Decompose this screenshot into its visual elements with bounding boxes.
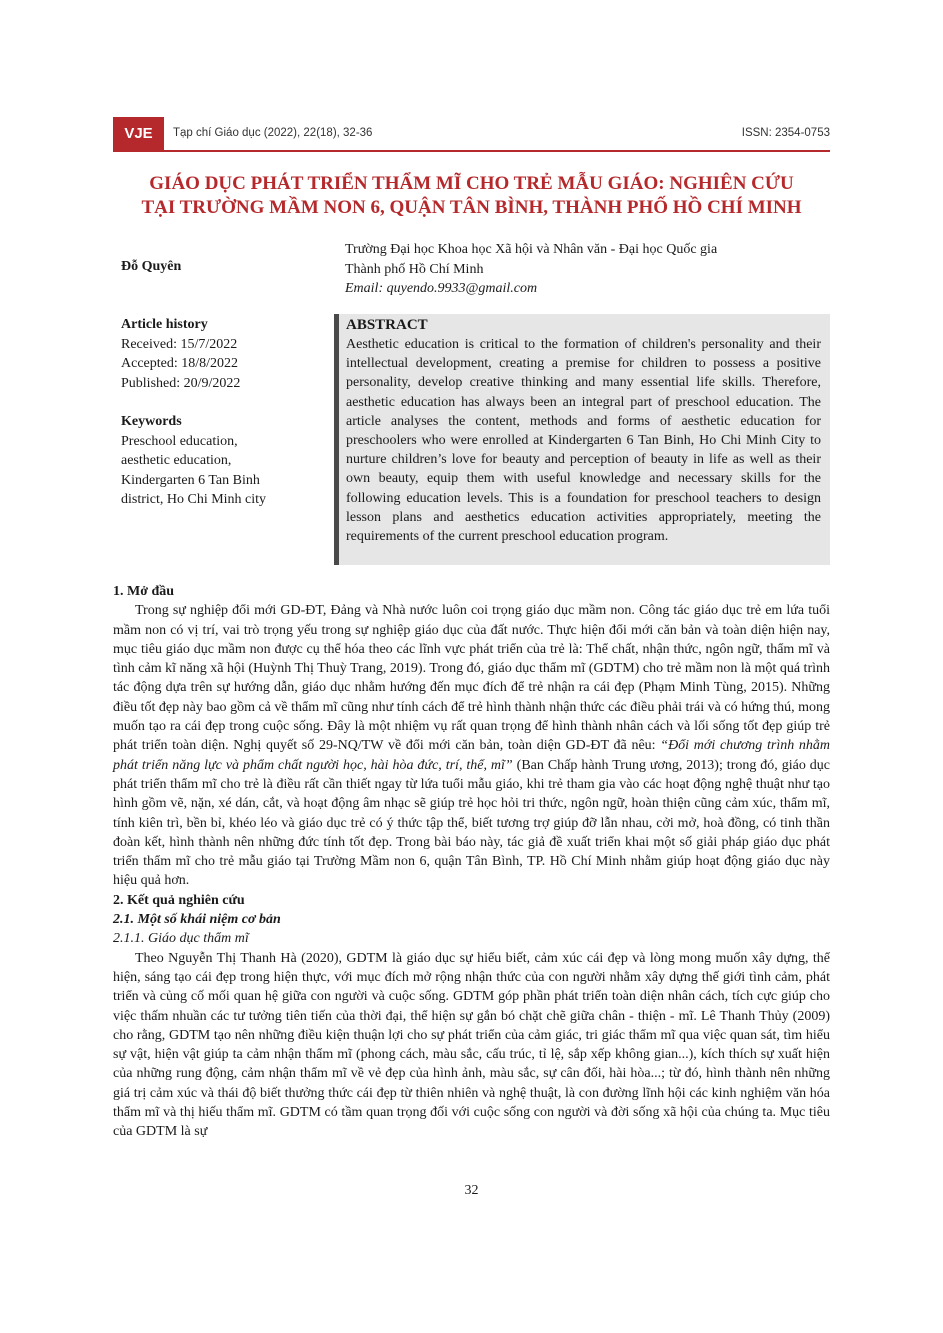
affiliation-line-2: Thành phố Hồ Chí Minh [345, 261, 484, 277]
subsection-heading-concepts: 2.1. Một số khái niệm cơ bản [113, 912, 281, 928]
keyword-line-3: Kindergarten 6 Tan Binh [121, 472, 260, 488]
subsubsection-heading-aesthetic-education: 2.1.1. Giáo dục thẩm mĩ [113, 931, 249, 947]
affiliation-line-1: Trường Đại học Khoa học Xã hội và Nhân văn - Đại học Quốc gia [345, 242, 718, 257]
abstract-text: Aesthetic education is critical to the formation of children's personality and their intellectual development, creating a premise for children to possess a positive personality, develop creative thinking and many essential life skills. Therefore, aesthetic education has always been an integral part of preschool education. The article analyses the content, methods and forms of aesthetic education for preschoolers who were enrolled at Kindergarten 6 Tan Binh, Ho Chi Minh City to nurture children’s love for beauty and perception of beauty in life as well as their own beauty, equip them with useful knowledge and necessary skills for the following education levels. This is a foundation for preschool teachers to design lesson plans and aesthetics education activities appropriately, meeting the requirements of the current preschool education program. [346, 337, 821, 545]
journal-citation: Tạp chí Giáo dục (2022), 22(18), 32-36 [173, 127, 373, 139]
intro-paragraph [113, 601, 830, 890]
intro-text-part-1: Trong sự nghiệp đổi mới GD-ĐT, Đảng và Nhà nước luôn coi trọng giáo dục mầm non. Công tác giáo dục trẻ em lứa tuổi mầm non có vị trí, vai trò trọng yếu trong sự nghiệp giáo dục của đất nước. Thực hiện đổi mới căn bản và toàn diện hiện nay, mục tiêu giáo dục mầm non được cụ thể hóa theo các lĩnh vực phát triển của trẻ là: Thể chất, nhận thức, ngôn ngữ, thẩm mĩ và tình cảm kĩ năng xã hội (Huỳnh Thị Thuỳ Trang, 2019). Trong đó, giáo dục thẩm mĩ (GDTM) cho trẻ mầm non là một quá trình tác động dựa trên sự hướng dẫn, giáo dục nhằm hướng đến mục đích để trẻ nhận ra cái đẹp (Phạm Minh Tùng, 2015). Những điều tốt đẹp này bao gồm cả về thẩm mĩ cũng như tính cách để trẻ hình thành nhận thức các điều phải trái và có hứng thú, mong muốn tạo ra cái đẹp trong cuộc sống. Đây là một nhiệm vụ rất quan trọng để hình thành nhân cách và lối sống tốt đẹp giúp trẻ phát triển toàn diện. Nghị quyết số 29-NQ/TW về đổi mới căn bản, toàn diện GD-ĐT đã nêu: [113, 603, 830, 754]
published-date: Published: 20/9/2022 [121, 375, 241, 391]
accepted-date: Accepted: 18/8/2022 [121, 356, 239, 371]
issn-label: ISSN: 2354-0753 [741, 127, 830, 139]
keyword-line-1: Preschool education, [121, 433, 238, 449]
page-number: 32 [464, 1183, 479, 1198]
resolution-quote: “Đổi mới chương trình nhằm phát triển năng lực và phẩm chất người học, hài hòa đức, trí, thể, mĩ” [113, 738, 831, 773]
article-info-column [121, 315, 321, 510]
journal-logo-badge: VJE [113, 117, 164, 150]
section-heading-intro: 1. Mở đầu [113, 584, 175, 599]
keyword-line-4: district, Ho Chi Minh city [121, 492, 267, 507]
author-affiliation [345, 240, 717, 299]
title-line-1: GIÁO DỤC PHÁT TRIỂN THẨM MĨ CHO TRẺ MẪU GIÁO: NGHIÊN CỨU [149, 173, 794, 194]
article-title [100, 172, 843, 220]
section-heading-results: 2. Kết quả nghiên cứu [113, 892, 245, 908]
received-date: Received: 15/7/2022 [121, 336, 238, 352]
keyword-line-2: aesthetic education, [121, 453, 232, 468]
intro-text-part-2: (Ban Chấp hành Trung ương, 2013); trong đó, giáo dục phát triển thẩm mĩ cho trẻ là điều rất cần thiết ngay từ lứa tuổi mẫu giáo, khi trẻ tham gia vào các hoạt động nghệ thuật như tạo hình gồm vẽ, nặn, xé dán, cắt, và hoạt động âm nhạc sẽ giúp trẻ học hỏi tri thức, ngôn ngữ, hoàn thiện cũng cảm xúc, thẩm mĩ, tính kiên trì, bền bỉ, khéo léo và giáo dục trẻ có ý thức tập thể, biết tương trợ giúp đỡ lẫn nhau, cởi mở, hoà đồng, có tinh thần đoàn kết, hình thành nên những đức tính tốt đẹp. Trong bài báo này, tác giả đề xuất triển khai một số giải pháp giáo dục phát triển thẩm mĩ cho trẻ mẫu giáo tại Trường Mầm non 6, quận Tân Bình, TP. Hồ Chí Minh nhằm giúp hoạt động giáo dục này hiệu quả hơn. [113, 757, 830, 889]
abstract-box [334, 314, 830, 565]
article-history-heading: Article history [121, 317, 208, 332]
concept-paragraph: Theo Nguyễn Thị Thanh Hà (2020), GDTM là giáo dục sự hiểu biết, cảm xúc cái đẹp và lòng mong muốn xây dựng, thể hiện, sáng tạo cái đẹp trong hiện thực, với mục đích mở rộng nhận thức của con người nhằm xây dựng thế giới tình cảm, phát triển và củng cố mối quan hệ giữa con người và cuộc sống. GDTM góp phần phát triển toàn diện nhân cách, tích cực giúp cho việc thấm nhuần các tư tưởng tiên tiến của thời đại, thể hiện sự gắn bó chặt chẽ giữa chân - thiện - mĩ. Lê Thanh Thủy (2009) cho rằng, GDTM tạo nên những điều kiện thuận lợi cho sự phát triển của cảm giác, tri giác thẩm mĩ qua việc quan sát, tìm hiểu sự vật, hiện vật giúp ta cảm nhận thẩm mĩ (phong cách, màu sắc, cấu trúc, tỉ lệ, sắp xếp không gian...), kích thích sự xuất hiện của những rung động, cảm nhận thẩm mĩ về vẻ đẹp của hình ảnh, màu sắc, sự cân đối, hài hòa...; từ đó, hình thành nên những giá trị cảm xúc và thái độ biết thưởng thức cái đẹp từ thiên nhiên và nghệ thuật, là con đường lĩnh hội các kinh nghiệm văn hóa thẩm mĩ và thị hiếu thẩm mĩ. GDTM có tầm quan trọng đối với cuộc sống con người và đời sống xã hội của chúng ta. Mục tiêu của GDTM là sự [113, 950, 830, 1140]
page-header [113, 113, 830, 151]
abstract-heading: ABSTRACT [346, 317, 428, 333]
author-email: Email: quyendo.9933@gmail.com [345, 281, 538, 296]
keywords-heading: Keywords [121, 414, 182, 429]
title-line-2: TẠI TRƯỜNG MẦM NON 6, QUẬN TÂN BÌNH, THÀNH PHỐ HỒ CHÍ MINH [141, 197, 802, 218]
header-rule [113, 150, 830, 152]
author-name: Đỗ Quyên [121, 259, 182, 274]
article-body [113, 582, 830, 1142]
